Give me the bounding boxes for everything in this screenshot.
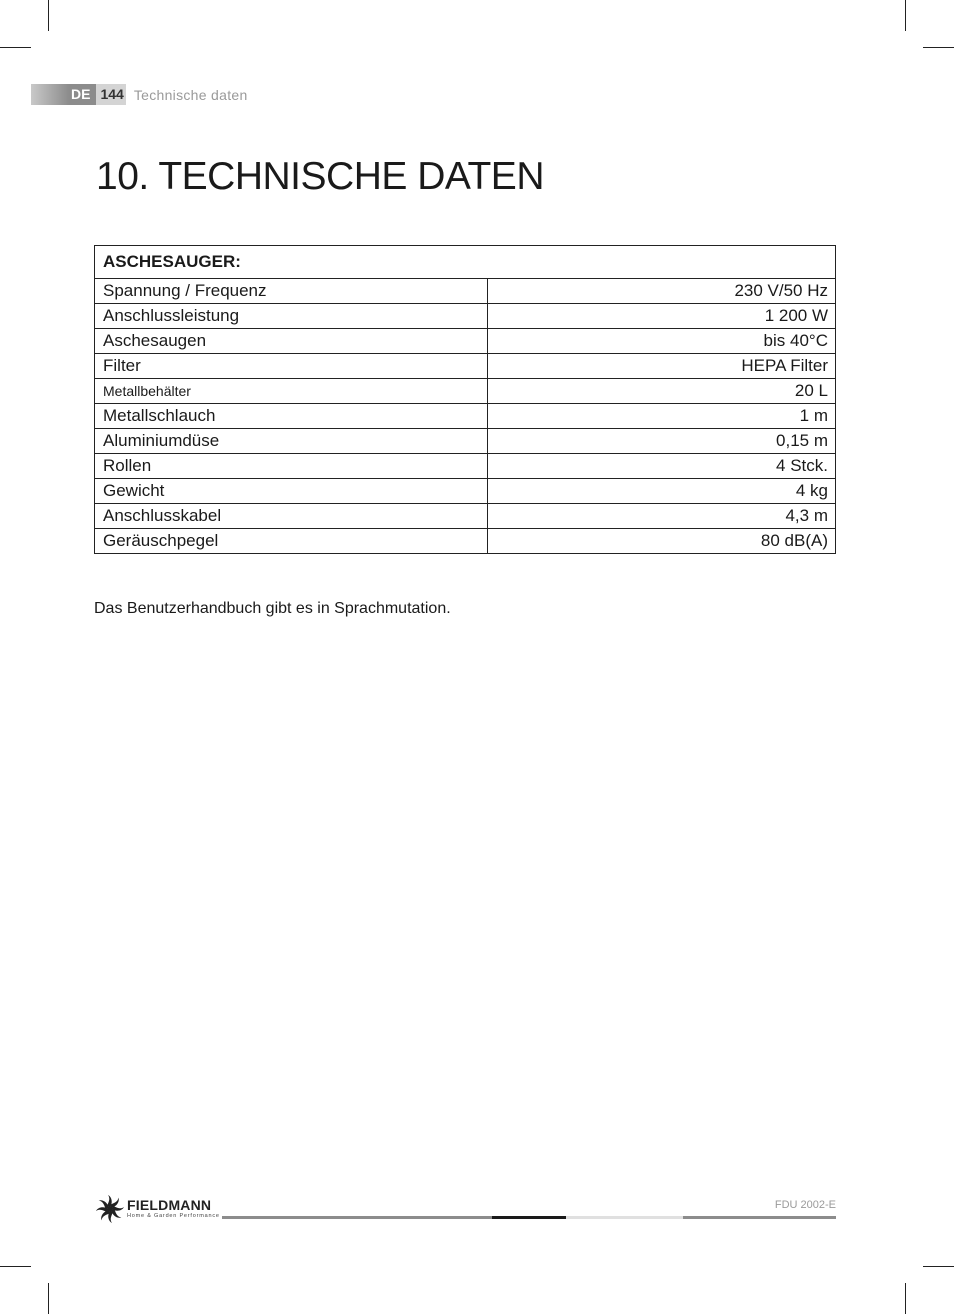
table-row bbox=[95, 354, 836, 379]
crop-mark bbox=[48, 1283, 49, 1314]
spec-value: 4 kg bbox=[488, 479, 836, 504]
brand-logo bbox=[95, 1194, 220, 1224]
table-row bbox=[95, 529, 836, 554]
table-row bbox=[95, 279, 836, 304]
spec-value: 4 Stck. bbox=[488, 454, 836, 479]
table-row bbox=[95, 379, 836, 404]
brand-tagline: Home & Garden Performance bbox=[127, 1213, 220, 1219]
crop-mark bbox=[0, 1266, 31, 1267]
section-name: Technische daten bbox=[133, 86, 248, 103]
spec-label: Anschlusskabel bbox=[95, 504, 488, 529]
table-heading: ASCHESAUGER: bbox=[95, 246, 836, 279]
spec-value: bis 40°C bbox=[488, 329, 836, 354]
footer-rule-gray bbox=[222, 1216, 492, 1219]
language-code: DE bbox=[69, 84, 96, 105]
spec-value: HEPA Filter bbox=[488, 354, 836, 379]
spec-label: Metallbehälter bbox=[95, 379, 488, 404]
spec-label: Gewicht bbox=[95, 479, 488, 504]
table-row bbox=[95, 429, 836, 454]
footer-rule-mid bbox=[683, 1216, 836, 1219]
crop-mark bbox=[923, 1266, 954, 1267]
spec-value: 20 L bbox=[488, 379, 836, 404]
footer-rule-light bbox=[566, 1216, 683, 1219]
spec-label: Aluminiumdüse bbox=[95, 429, 488, 454]
spec-value: 230 V/50 Hz bbox=[488, 279, 836, 304]
table-row bbox=[95, 404, 836, 429]
fan-logo-icon bbox=[95, 1194, 125, 1224]
brand-name: FIELDMANN bbox=[127, 1197, 212, 1213]
footer-rule-dark bbox=[492, 1216, 566, 1219]
crop-mark bbox=[0, 47, 31, 48]
crop-mark bbox=[48, 0, 49, 31]
spec-value: 4,3 m bbox=[488, 504, 836, 529]
spec-label: Aschesaugen bbox=[95, 329, 488, 354]
model-number: FDU 2002-E bbox=[774, 1199, 836, 1211]
table-row bbox=[95, 304, 836, 329]
table-header-row bbox=[95, 246, 836, 279]
spec-value: 1 m bbox=[488, 404, 836, 429]
table-row bbox=[95, 454, 836, 479]
spec-label: Anschlussleistung bbox=[95, 304, 488, 329]
spec-label: Geräuschpegel bbox=[95, 529, 488, 554]
crop-mark bbox=[905, 1283, 906, 1314]
spec-value: 0,15 m bbox=[488, 429, 836, 454]
page-number: 144 bbox=[96, 84, 125, 105]
spec-table bbox=[94, 245, 836, 554]
table-row bbox=[95, 504, 836, 529]
spec-value: 80 dB(A) bbox=[488, 529, 836, 554]
page-title: 10. TECHNISCHE DATEN bbox=[96, 155, 544, 198]
spec-label: Metallschlauch bbox=[95, 404, 488, 429]
spec-label: Filter bbox=[95, 354, 488, 379]
table-row bbox=[95, 479, 836, 504]
spec-label: Rollen bbox=[95, 454, 488, 479]
spec-label: Spannung / Frequenz bbox=[95, 279, 488, 304]
header-gradient bbox=[31, 84, 69, 105]
spec-value: 1 200 W bbox=[488, 304, 836, 329]
page-header bbox=[31, 84, 248, 105]
table-row bbox=[95, 329, 836, 354]
manual-note: Das Benutzerhandbuch gibt es in Sprachmutation. bbox=[94, 600, 451, 617]
crop-mark bbox=[923, 47, 954, 48]
crop-mark bbox=[905, 0, 906, 31]
